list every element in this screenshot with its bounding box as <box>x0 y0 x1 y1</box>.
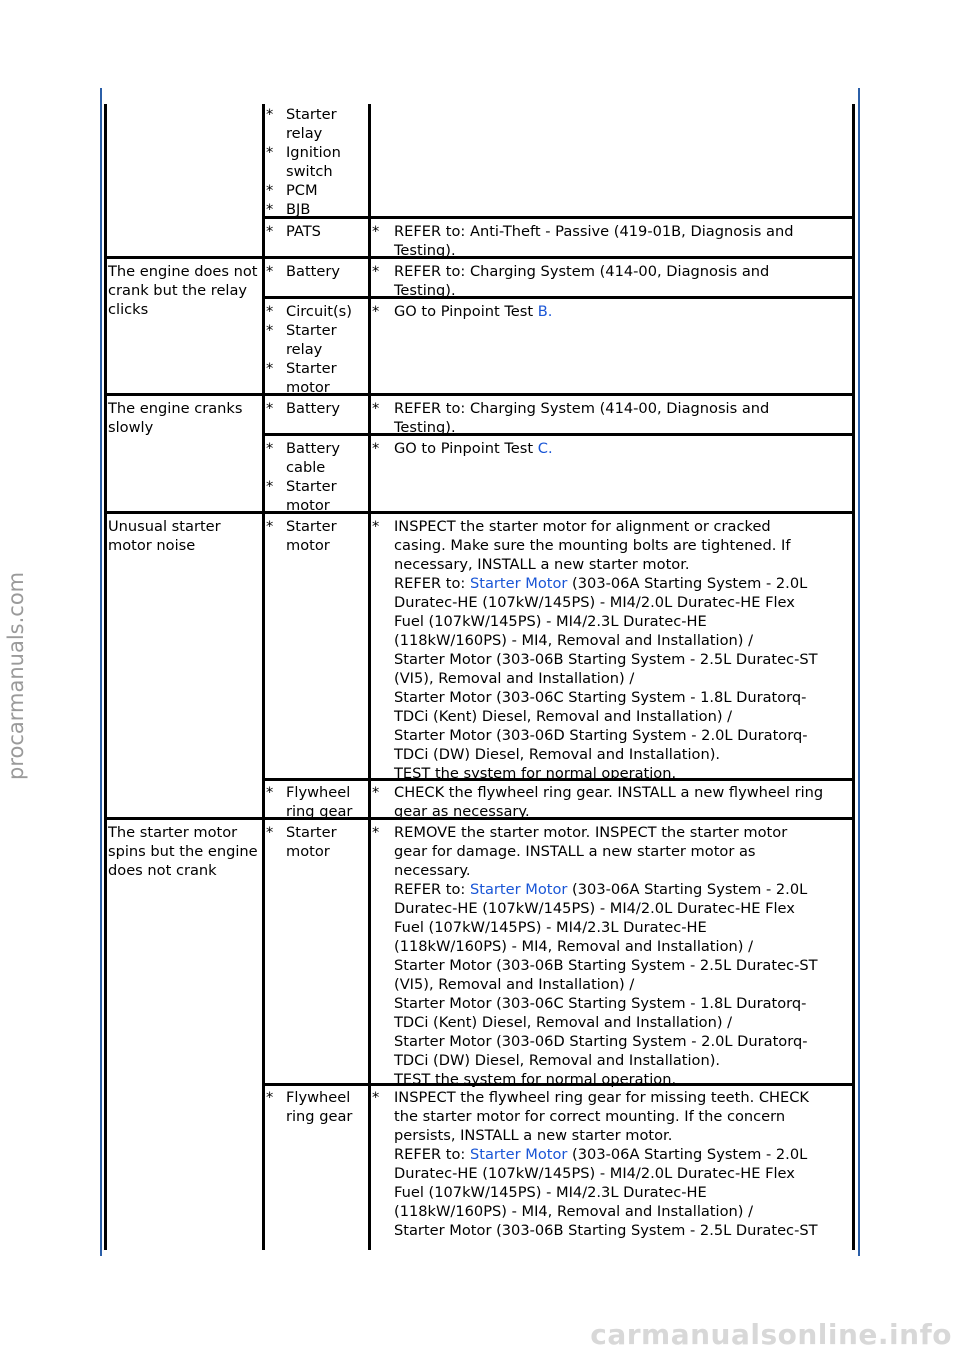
source-item: * Battery <box>266 400 341 417</box>
right-page-rule <box>858 88 860 1256</box>
action-item: * INSPECT the flywheel ring gear for missing teeth. CHECK the starter motor for correct mounting. If the concern persists, INSTALL a new starter motor. REFER to: Starter Motor (303-06A Starting System - 2.0L Duratec-HE (107kW/145PS) - MI4/2.0L Duratec-HE Flex Fuel (107kW/145PS) - MI4/2.3L Duratec-HE (118kW/160PS) - MI4, Removal and Installation) / Starter Motor (303-06B Starting System - 2.5L Duratec-ST <box>372 1089 818 1239</box>
source-item: * Starter motor <box>266 478 337 514</box>
action-item: * REMOVE the starter motor. INSPECT the starter motor gear for damage. INSTALL a new starter motor as necessary. REFER to: Starter Motor (303-06A Starting System - 2.0L Duratec-HE (107kW/145PS) - MI4/2.0L Duratec-HE Flex Fuel (107kW/145PS) - MI4/2.3L Duratec-HE (118kW/160PS) - MI4, Removal and Installation) / Starter Motor (303-06B Starting System - 2.5L Duratec-ST (VI5), Removal and Installation) / Starter Motor (303-06C Starting System - 1.8L Duratorq- TDCi (Kent) Diesel, Removal and Installation) / Starter Motor (303-06D Starting System - 2.0L Duratorq- TDCi (DW) Diesel, Removal and Installation). TEST the system for normal operation. <box>372 824 818 1088</box>
action-item: * INSPECT the starter motor for alignment or cracked casing. Make sure the mounting bolts are tightened. If necessary, INSTALL a new starter motor. REFER to: Starter Motor (303-06A Starting System - 2.0L Duratec-HE (107kW/145PS) - MI4/2.0L Duratec-HE Flex Fuel (107kW/145PS) - MI4/2.3L Duratec-HE (118kW/160PS) - MI4, Removal and Installation) / Starter Motor (303-06B Starting System - 2.5L Duratec-ST (VI5), Removal and Installation) / Starter Motor (303-06C Starting System - 1.8L Duratorq- TDCi (Kent) Diesel, Removal and Installation) / Starter Motor (303-06D Starting System - 2.0L Duratorq- TDCi (DW) Diesel, Removal and Installation). TEST the system for normal operation. <box>372 518 818 782</box>
action-item: * CHECK the flywheel ring gear. INSTALL a new flywheel ring gear as necessary. <box>372 784 824 820</box>
table-border-right <box>852 104 855 1250</box>
condition-cell: The starter motor spins but the engine does not crank <box>108 824 258 879</box>
source-item: * Starter relay <box>266 322 337 358</box>
bottom-watermark: carmanualsonline.info <box>590 1318 952 1351</box>
condition-cell: Unusual starter motor noise <box>108 518 221 554</box>
source-item: * Flywheel ring gear <box>266 1089 353 1125</box>
source-item: * Ignition switch <box>266 144 341 180</box>
source-item: * BJB <box>266 201 311 218</box>
source-item: * Starter motor <box>266 360 337 396</box>
pinpoint-test-c-link[interactable]: C. <box>537 440 553 457</box>
action-item: * REFER to: Charging System (414-00, Diagnosis and Testing). <box>372 263 770 299</box>
source-item: * Starter relay <box>266 106 337 142</box>
starter-motor-link[interactable]: Starter Motor <box>469 1146 568 1163</box>
table-divider-action <box>368 104 371 1250</box>
pinpoint-test-b-link[interactable]: B. <box>537 303 553 320</box>
table-divider-source <box>262 104 265 1250</box>
source-item: * Circuit(s) <box>266 303 352 320</box>
condition-cell: The engine cranks slowly <box>108 400 243 436</box>
source-item: * PATS <box>266 223 321 240</box>
source-item: * PCM <box>266 182 318 199</box>
row-divider <box>104 393 855 396</box>
action-item: * REFER to: Anti-Theft - Passive (419-01B, Diagnosis and Testing). <box>372 223 794 259</box>
starter-motor-link[interactable]: Starter Motor <box>469 881 568 898</box>
side-watermark: procarmanuals.com <box>4 571 28 780</box>
action-item: * GO to Pinpoint Test C. <box>372 440 553 457</box>
starter-motor-link[interactable]: Starter Motor <box>469 575 568 592</box>
source-item: * Starter motor <box>266 824 337 860</box>
left-page-rule <box>100 88 102 1256</box>
action-item: * GO to Pinpoint Test B. <box>372 303 553 320</box>
row-divider <box>104 511 855 514</box>
action-item: * REFER to: Charging System (414-00, Diagnosis and Testing). <box>372 400 770 436</box>
source-item: * Flywheel ring gear <box>266 784 353 820</box>
condition-cell: The engine does not crank but the relay clicks <box>108 263 258 318</box>
source-item: * Starter motor <box>266 518 337 554</box>
table-border-left <box>104 104 107 1250</box>
source-item: * Battery <box>266 263 341 280</box>
source-item: * Battery cable <box>266 440 341 476</box>
